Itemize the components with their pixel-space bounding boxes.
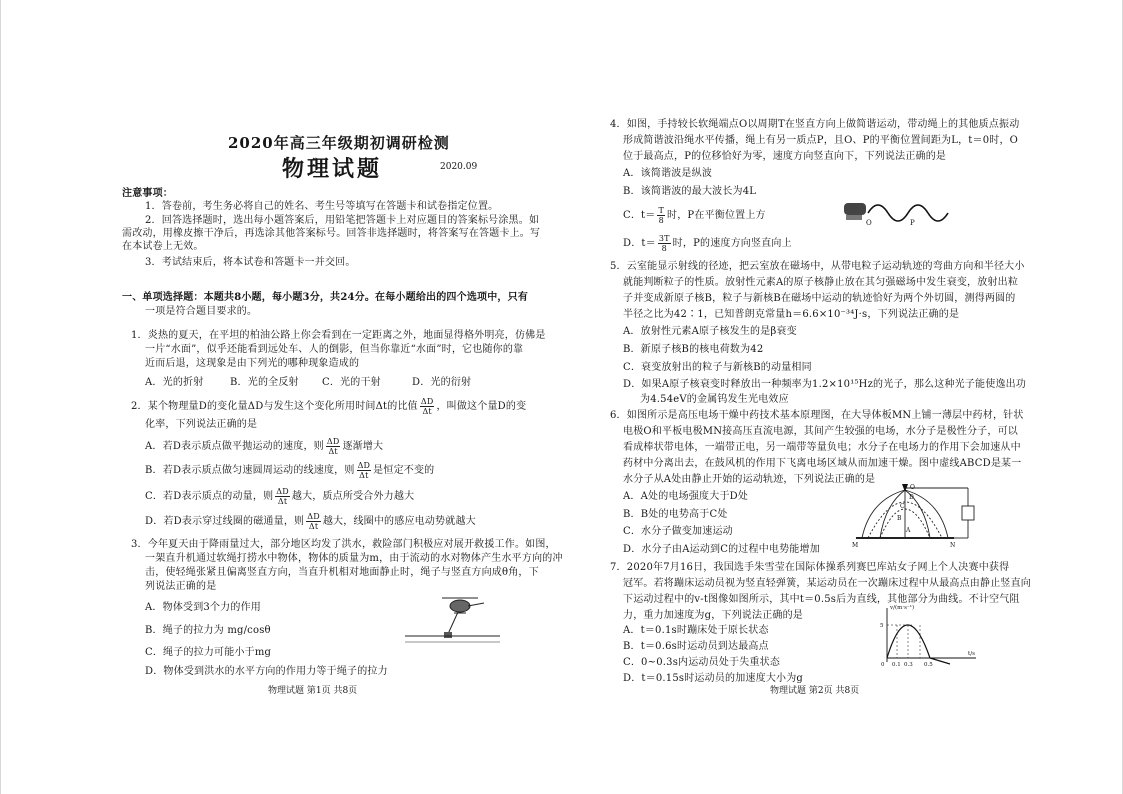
exam-subject: 物理试题 xyxy=(282,156,383,182)
fraction-num: ΔD xyxy=(326,437,340,446)
fraction-num: ΔD xyxy=(307,512,320,521)
field-label-m: M xyxy=(852,542,859,549)
q5-option-d: D．如果A原子核衰变时释放出一种频率为1.2×10¹⁵Hz的光子，那么这种光子能使逸出功 xyxy=(623,379,1027,390)
q2-fraction xyxy=(420,397,435,416)
q2-text: 化率，下列说法正确的是 xyxy=(145,419,258,430)
q4-wave-figure xyxy=(840,195,960,235)
field-label-d: D xyxy=(909,494,914,501)
hand-icon xyxy=(844,203,866,220)
fraction-den: Δt xyxy=(422,407,432,416)
q2-text-part: ，叫做这个量D的变 xyxy=(436,401,527,412)
q1-text: 近而后退，这现象是由下列光的哪种现象造成的 xyxy=(145,358,360,369)
fraction-num: ΔD xyxy=(357,461,371,470)
velocity-curve xyxy=(887,625,930,658)
option-text: 是恒定不变的 xyxy=(373,465,435,476)
q7-option-d: D．t＝0.15s时运动员的加速度大小为g xyxy=(623,673,804,684)
field-label-a: A xyxy=(906,527,911,534)
q7-vt-graph xyxy=(872,600,982,668)
exam-page-right xyxy=(600,0,1123,794)
q7-text: 力，重力加速度为g，下列说法正确的是 xyxy=(623,610,804,621)
graph-tick: 0.3 xyxy=(904,662,913,668)
q6-electric-field-figure xyxy=(850,480,990,552)
q4-text: 4．如图，手持较长软绳端点O以周期T在竖直方向上做简谐运动，带动绳上的其他质点振动 xyxy=(610,119,1020,130)
q2-text-part: 2．某个物理量D的变化量ΔD与发生这个变化所用时间Δt的比值 xyxy=(131,401,418,412)
option-text: 时，P在平衡位置上方 xyxy=(667,210,766,221)
q3-option-d: D．物体受到洪水的水平方向的作用力等于绳子的拉力 xyxy=(145,666,388,677)
fraction-num: T xyxy=(658,206,665,215)
q5-text: 子并变成新原子核B，粒子与新核B在磁场中运动的轨迹恰好为两个外切圆，测得两圆的 xyxy=(623,293,1016,304)
note-line: 需改动，用橡皮擦干净后，再选涂其他答案标号。回答非选择题时，将答案写在答题卡上。写 xyxy=(122,228,541,239)
option-text: B．若D表示质点做匀速圆周运动的线速度，则 xyxy=(145,465,355,476)
graph-tick: 0.1 xyxy=(892,662,901,668)
section-heading: 一、单项选择题：本题共8小题，每小题3分，共24分。在每小题给出的四个选项中，只有 xyxy=(122,292,529,303)
q2-option-d xyxy=(145,512,476,531)
q3-text: 击，使轻绳张紧且偏离竖直方向，当直升机相对地面静止时，绳子与竖直方向成θ角，下 xyxy=(145,567,539,578)
graph-xlabel: t/s xyxy=(968,651,975,657)
q2-option-b xyxy=(145,461,434,480)
helicopter-icon xyxy=(442,598,484,613)
page-footer-left: 物理试题 第1页 共8页 xyxy=(268,686,358,696)
note-line: 2．回答选择题时，选出每小题答案后，用铅笔把答题卡上对应题目的答案标号涂黑。如 xyxy=(145,215,540,226)
q7-option-a: A．t＝0.1s时蹦床处于原长状态 xyxy=(623,625,769,636)
field-label-b: B xyxy=(897,515,902,522)
q6-text: 看成棒状带电体，一端带正电，另一端带等量负电；水分子在电场力的作用下会加速从中 xyxy=(623,442,1021,453)
fraction-den: 8 xyxy=(658,216,664,225)
option-text: 逐渐增大 xyxy=(342,441,384,452)
q5-option-c: C．衰变放射出的粒子与新核B的动量相同 xyxy=(623,362,812,373)
q3-text: 列说法正确的是 xyxy=(145,581,217,592)
q1-text: 一片“水面”，似乎还能看到远处车、人的倒影，但当你靠近“水面”时，它也随你的靠 xyxy=(145,344,524,355)
q7-option-b: B．t＝0.6s时运动员到达最高点 xyxy=(623,641,769,652)
option-text: C．若D表示质点的动量，则 xyxy=(145,491,274,502)
option-text: 越大，线圈中的感应电动势就越大 xyxy=(322,516,476,527)
q2-fraction xyxy=(275,487,290,506)
q6-text: 水分子从A处由静止开始的运动轨迹，下列说法正确的是 xyxy=(623,474,876,485)
exam-date: 2020.09 xyxy=(440,162,478,172)
option-text: A．若D表示质点做平抛运动的速度，则 xyxy=(145,441,324,452)
option-text: 越大，质点所受合外力越大 xyxy=(291,491,415,502)
q1-option-c: C．光的干射 xyxy=(322,377,381,388)
exam-title: 2020年高三年级期初调研检测 xyxy=(228,134,450,152)
q3-option-c: C．绳子的拉力可能小于mg xyxy=(145,647,272,658)
fraction-num: ΔD xyxy=(276,487,289,496)
q3-option-a: A．物体受到3个力的作用 xyxy=(145,602,261,613)
rope-line xyxy=(448,612,458,634)
q4-option-c xyxy=(623,206,766,225)
cargo-box xyxy=(444,632,452,638)
q1-option-b: B．光的全反射 xyxy=(230,377,299,388)
note-line: 3．考试结束后，将本试卷和答题卡一并交回。 xyxy=(145,257,356,268)
graph-tick: 0.5 xyxy=(924,662,933,668)
q2-text xyxy=(131,397,526,416)
q1-option-d: D．光的衍射 xyxy=(412,377,472,388)
fraction-den: Δt xyxy=(308,522,319,531)
q6-text: 6．如图所示是高压电场干燥中药技术基本原理图，在大导体板MN上铺一薄层中药材，针状 xyxy=(610,410,1024,421)
q2-fraction xyxy=(326,437,341,456)
wave-label-o: O xyxy=(866,219,872,227)
option-text: 时，P的速度方向竖直向上 xyxy=(672,238,792,249)
q5-option-d-cont: 为4.54eV的金属钨发生光电效应 xyxy=(640,394,789,405)
q7-option-c: C．0~0.3s内运动员处于失重状态 xyxy=(623,657,781,668)
q6-text: 电极O和平板电极MN接高压直流电源，其间产生较强的电场，水分子是极性分子，可以 xyxy=(623,426,1018,437)
q7-text: 冠军。若将蹦床运动员视为竖直轻弹簧，某运动员在一次蹦床过程中从最高点由静止竖直向 xyxy=(623,578,1031,589)
fraction-den: Δt xyxy=(359,471,369,480)
q4-option-d xyxy=(623,234,792,253)
q5-option-a: A．放射性元素A原子核发生的是β衰变 xyxy=(623,326,797,337)
q6-option-b: B．B处的电势高于C处 xyxy=(623,509,728,520)
fraction-num: 3T xyxy=(658,234,670,243)
q2-option-c xyxy=(145,487,414,506)
option-text: D．t＝ xyxy=(623,238,656,249)
q6-option-d: D．水分子由A运动到C的过程中电势能增加 xyxy=(623,544,820,555)
q3-text: 3．今年夏天由于降雨量过大，部分地区均发了洪水，救险部门积极应对展开救援工作。如图， xyxy=(131,539,556,550)
wave-label-p: P xyxy=(910,219,915,227)
graph-origin: 0 xyxy=(881,662,885,668)
q3-helicopter-figure xyxy=(400,590,510,650)
note-line: 在本试卷上无效。 xyxy=(122,241,204,252)
option-text: C．t＝ xyxy=(623,210,656,221)
q1-option-a: A．光的折射 xyxy=(145,377,204,388)
field-label-o: O xyxy=(910,484,915,491)
q4-text: 位于最高点，P的位移恰好为零，速度方向竖直向下，下列说法正确的是 xyxy=(623,151,947,162)
fraction-num: ΔD xyxy=(420,397,434,406)
fraction-den: 8 xyxy=(661,244,667,253)
q4-option-b: B．该简谐波的最大波长为4L xyxy=(623,186,757,197)
fraction-den: Δt xyxy=(328,447,338,456)
q6-option-a: A．A处的电场强度大于D处 xyxy=(623,491,749,502)
q5-option-b: B．新原子核B的核电荷数为42 xyxy=(623,344,764,355)
q6-option-c: C．水分子做变加速运动 xyxy=(623,526,733,537)
fraction-den: Δt xyxy=(277,497,288,506)
section-heading-cont: 一项是符合题目要求的。 xyxy=(145,306,258,317)
note-line: 1．答卷前，考生务必将自己的姓名、考生号等填写在答题卡和试卷指定位置。 xyxy=(145,201,499,212)
option-fraction xyxy=(658,234,671,253)
wave-curve xyxy=(868,205,948,221)
graph-ylabel: v/(m·s⁻¹) xyxy=(890,605,915,611)
graph-vmax: 5 xyxy=(880,623,884,629)
q2-option-a xyxy=(145,437,383,456)
velocity-line xyxy=(930,658,950,664)
q5-text: 5．云室能显示射线的径迹，把云室放在磁场中，从带电粒子运动轨迹的弯曲方向和半径大小 xyxy=(610,261,1025,272)
q2-fraction xyxy=(357,461,372,480)
q2-fraction xyxy=(306,512,321,531)
q4-option-a: A．该简谐波是纵波 xyxy=(623,168,713,179)
q1-text: 1．炎热的夏天，在平坦的柏油公路上你会看到在一定距离之外，地面显得格外明亮，仿佛是 xyxy=(131,330,546,341)
option-fraction xyxy=(657,206,665,225)
q5-text: 就能判断粒子的性质。放射性元素A的原子核静止放在其匀强磁场中发生衰变，放射出粒 xyxy=(623,277,1019,288)
q4-text: 形成简谐波沿绳水平传播，绳上有另一质点P，且O、P的平衡位置间距为L，t＝0时，O xyxy=(623,135,1019,146)
q6-text: 药材中分离出去，在鼓风机的作用下飞离电场区域从而加速干燥。图中虚线ABCD是某一 xyxy=(623,458,1022,469)
option-text: D．若D表示穿过线圈的磁通量，则 xyxy=(145,516,305,527)
page-footer-right: 物理试题 第2页 共8页 xyxy=(770,686,860,696)
q3-text: 一架直升机通过软绳打捞水中物体，物体的质量为m，由于流动的水对物体产生水平方向的冲 xyxy=(145,553,563,564)
q7-text: 下运动过程中的v-t图像如图所示，其中t＝0.5s后为直线，其他部分为曲线。不计空气阻 xyxy=(623,594,1020,605)
q3-option-b: B．绳子的拉力为 mg/cosθ xyxy=(145,625,271,636)
notes-heading: 注意事项： xyxy=(122,188,173,199)
field-label-n: N xyxy=(950,542,956,549)
q7-text: 7．2020年7月16日，我国选手朱雪莹在国际体操系列赛巴库站女子网上个人决赛中获得 xyxy=(610,562,1010,573)
q5-text: 半径之比为42∶1，已知普朗克常量h＝6.6×10⁻³⁴J·s，下列说法正确的是 xyxy=(623,309,960,320)
power-supply xyxy=(962,506,974,520)
field-label-c: C xyxy=(900,503,905,510)
